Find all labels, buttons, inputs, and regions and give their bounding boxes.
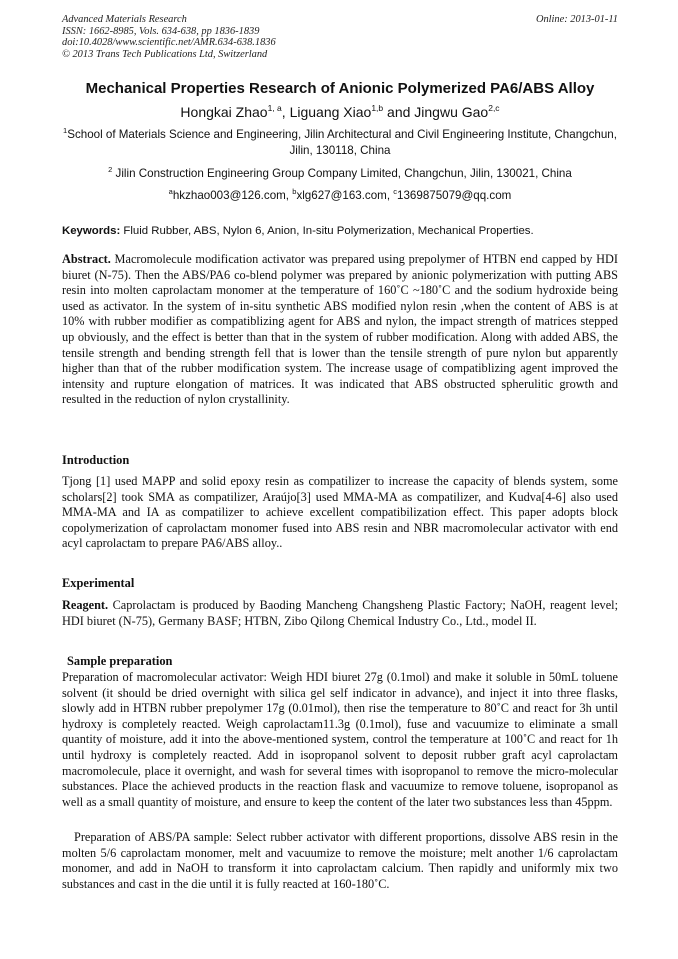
- keywords-text: Fluid Rubber, ABS, Nylon 6, Anion, In-situ Polymerization, Mechanical Properties.: [120, 225, 534, 237]
- affiliation-text: Jilin Construction Engineering Group Company Limited, Changchun, Jilin, 130021, China: [112, 167, 572, 180]
- affiliation-2: [62, 166, 618, 182]
- email-address: 1369875079@qq.com: [397, 189, 512, 202]
- affiliation-text: School of Materials Science and Engineering, Jilin Architectural and Civil Engineering Institute, Changchun, Jilin, 130118, China: [67, 128, 617, 157]
- keywords-label: Keywords:: [62, 225, 121, 237]
- abs-pa-sample-paragraph: Preparation of ABS/PA sample: Select rubber activator with different proportions, dissolve ABS resin in the molten 5/6 caprolactam monomer, melt and vacuumize to remove the moisture; melt another 1/6 caprolactam monomer, and add in NaOH to transform it into caprolactam calcium. Then rapidly and uniformly mix two substances and cast in the die until it is fully reacted at 160-180˚C.: [62, 830, 618, 891]
- email-address: hkzhao003@126.com,: [172, 189, 293, 202]
- sample-preparation-paragraph: Preparation of macromolecular activator: Weigh HDI biuret 27g (0.1mol) and make it soluble in 50mL toluene solvent (it should be dried overnight with silica gel self indicator in advance), and inject it into three flasks, slowly add in HTBN rubber prepolymer 17g (0.01mol), then rise the temperature to 80˚C and react for 3h until hydroxy is completely reacted. Weigh caprolactam11.3g (0.1mol), fuse and vacuumize to eliminate a small quantity of moisture, add it into the above-mentioned system, control the temperature at 100˚C and react for 1h until hydroxy is completely reacted. Add in isopropanol solvent to deposit rubber graft acyl caprolactam macromolecule, place it overnight, and wash for several times with isopropanol to remove the micro-molecular substances. Place the achieved products in the reaction flask and vacuumize to remove toluene, isopropanol as well as a small quantity of moisture, and ensure to keep the content of the later two substances less than 45ppm.: [62, 670, 618, 809]
- introduction-paragraph: Tjong [1] used MAPP and solid epoxy resin as compatilizer to increase the capacity of blends system, some scholars[2] took SMA as compatilizer, Araújo[3] used MMA-MA as compatilizer, and Kudva[4-6] also used MMA-MA and IA as compatilizer to achieve excellent compatibilization effect. This paper adopts block copolymerization of caprolactam monomer fused into ABS resin and NBR macromolecular activator with end acyl caprolactam to prepare PA6/ABS alloy..: [62, 474, 618, 551]
- author-separator: and: [383, 104, 415, 120]
- affiliation-superscript: 2: [108, 165, 113, 174]
- section-heading-introduction: Introduction: [62, 453, 130, 467]
- subsection-heading-sample-preparation: Sample preparation: [67, 654, 173, 668]
- author-name: Hongkai Zhao: [180, 104, 268, 120]
- email-superscript: a: [168, 187, 173, 196]
- author-superscript: 1, a: [267, 103, 282, 113]
- email-superscript: b: [292, 187, 297, 196]
- author-superscript: 1,b: [371, 103, 384, 113]
- author-name: Liguang Xiao: [289, 104, 372, 120]
- author-emails: [62, 188, 618, 204]
- keywords: [62, 224, 618, 239]
- abstract: [62, 252, 618, 408]
- affiliation-superscript: 1: [63, 126, 68, 135]
- reagent-label: Reagent.: [62, 598, 109, 612]
- journal-copyright: © 2013 Trans Tech Publications Ltd, Switzerland: [62, 48, 268, 60]
- author-superscript: 2,c: [488, 103, 500, 113]
- section-heading-experimental: Experimental: [62, 576, 135, 590]
- paper-title: Mechanical Properties Research of Anionic Polymerized PA6/ABS Alloy: [85, 80, 595, 97]
- author-name: Jingwu Gao: [414, 104, 489, 120]
- author-list: [62, 103, 618, 121]
- author-separator: ,: [281, 104, 290, 120]
- reagent-paragraph: [62, 598, 618, 629]
- journal-header: [62, 14, 618, 60]
- abstract-text: Macromolecule modification activator was prepared using prepolymer of HTBN end capped by HDI biuret (N-75). Then the ABS/PA6 co-blend polymer was prepared by anionic polymerization with putting ABS resin into molten caprolactam monomer at the temperature of 160˚C ~180˚C and the sodium hydroxide being used as activator. In the system of in-situ synthetic ABS modified nylon resin ,when the content of ABS is at 10% with rubber modifier as compatiblizing agent for ABS and nylon, the impact strength of matrices stepped up obviously, and the effect is better than that in the system of rubber modification. Along with added ABS, the tensile strength and bending strength fell that is lower than the tensile strength of pure nylon but apparently higher than that of the rubber modification system. The increase usage of compatiblizing agent improved the intensity and rupture elongation of matrices. It was indicated that ABS obstructed spherulitic growth and resulted in the reduction of nylon crystallinity.: [62, 252, 618, 407]
- email-superscript: c: [393, 187, 398, 196]
- journal-issn: ISSN: 1662-8985, Vols. 634-638, pp 1836-1839: [62, 25, 260, 37]
- online-date: Online: 2013-01-11: [535, 14, 618, 25]
- journal-name: Advanced Materials Research: [62, 14, 187, 25]
- affiliation-1: [62, 127, 618, 158]
- reagent-text: Caprolactam is produced by Baoding Mancheng Changsheng Plastic Factory; NaOH, reagent level; HDI biuret (N-75), Germany BASF; HTBN, Zibo Qilong Chemical Industry Co., Ltd., model II.: [62, 598, 618, 628]
- email-address: xlg627@163.com,: [296, 189, 394, 202]
- abstract-label: Abstract.: [62, 252, 111, 266]
- journal-doi: doi:10.4028/www.scientific.net/AMR.634-638.1836: [62, 37, 276, 49]
